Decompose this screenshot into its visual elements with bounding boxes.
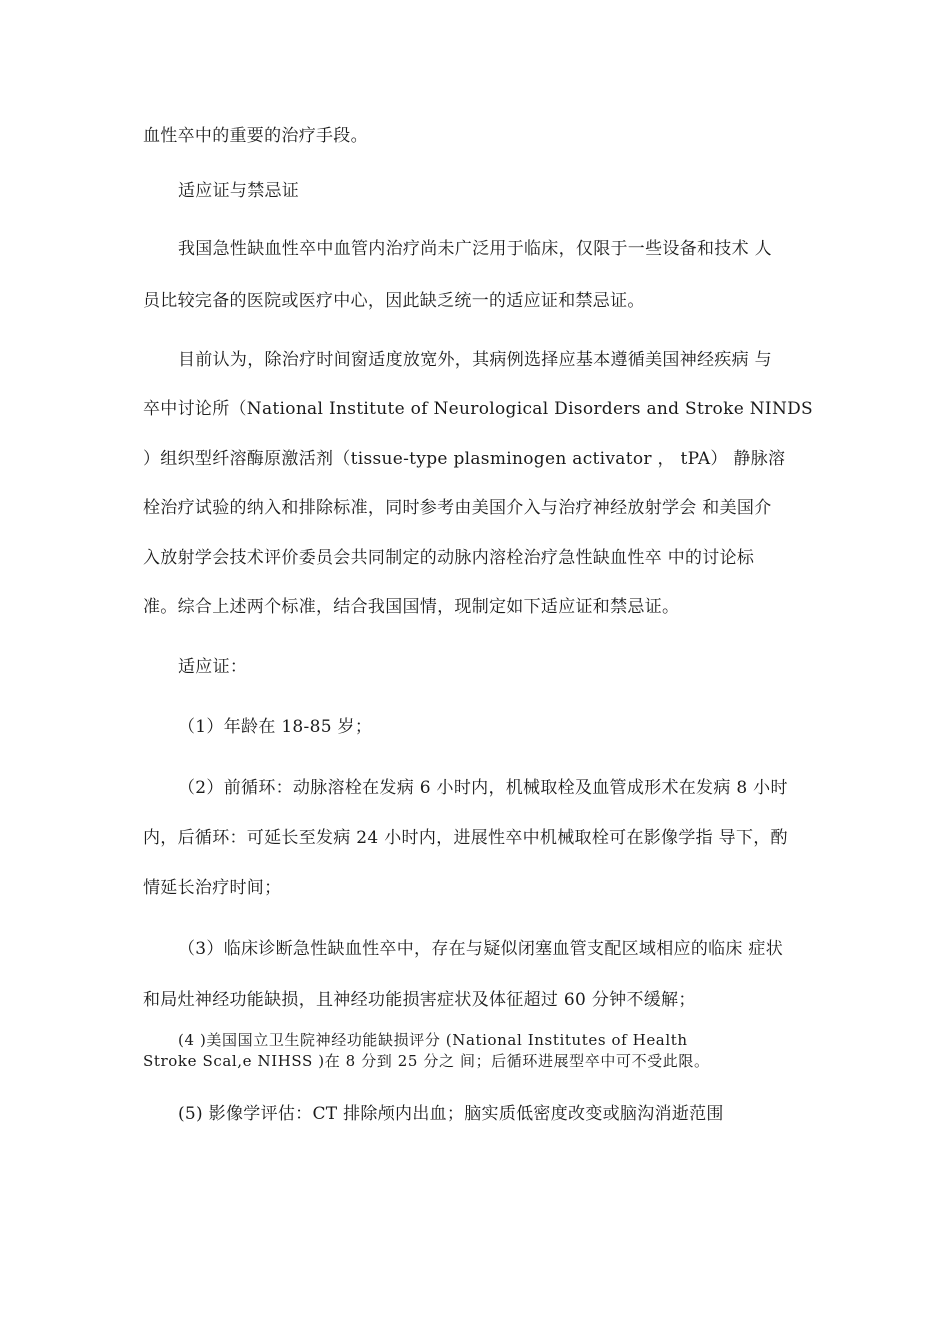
section-heading: 适应证： [178, 657, 248, 677]
list-item-continuation: Stroke Scal,e NIHSS )在 8 分到 25 分之 间；后循环进展型卒中可不受此限。 [143, 1052, 710, 1070]
list-item-continuation: 情延长治疗时间； [143, 878, 282, 898]
section-heading: 适应证与禁忌证 [178, 181, 300, 201]
list-item: （3）临床诊断急性缺血性卒中，存在与疑似闭塞血管支配区域相应的临床 症状 [178, 939, 784, 959]
list-item-continuation: 内，后循环：可延长至发病 24 小时内，进展性卒中机械取栓可在影像学指 导下，酌 [143, 828, 788, 848]
text-line: 卒中讨论所（National Institute of Neurological Disorders and Stroke NINDS [143, 399, 814, 419]
text-line: 员比较完备的医院或医疗中心，因此缺乏统一的适应证和禁忌证。 [143, 291, 645, 311]
text-line: 我国急性缺血性卒中血管内治疗尚未广泛用于临床，仅限于一些设备和技术 人 [178, 239, 772, 259]
list-item-continuation: 和局灶神经功能缺损，且神经功能损害症状及体征超过 60 分钟不缓解； [143, 990, 696, 1010]
text-line: 准。综合上述两个标准，结合我国国情，现制定如下适应证和禁忌证。 [143, 597, 680, 617]
text-line: ）组织型纤溶酶原激活剂（tissue-type plasminogen activator ， tPA） 静脉溶 [143, 449, 786, 469]
list-item: (4 )美国国立卫生院神经功能缺损评分 (National Institutes of Health [178, 1031, 688, 1049]
text-line: 目前认为，除治疗时间窗适度放宽外，其病例选择应基本遵循美国神经疾病 与 [178, 350, 772, 370]
text-line: 入放射学会技术评价委员会共同制定的动脉内溶栓治疗急性缺血性卒 中的讨论标 [143, 548, 755, 568]
list-item: （2）前循环：动脉溶栓在发病 6 小时内，机械取栓及血管成形术在发病 8 小时 [178, 778, 788, 798]
text-line: 栓治疗试验的纳入和排除标准，同时参考由美国介入与治疗神经放射学会 和美国介 [143, 498, 772, 518]
list-item: (5) 影像学评估：CT 排除颅内出血；脑实质低密度改变或脑沟消逝范围 [178, 1104, 724, 1124]
list-item: （1）年龄在 18-85 岁； [178, 717, 373, 737]
text-line: 血性卒中的重要的治疗手段。 [143, 126, 368, 146]
